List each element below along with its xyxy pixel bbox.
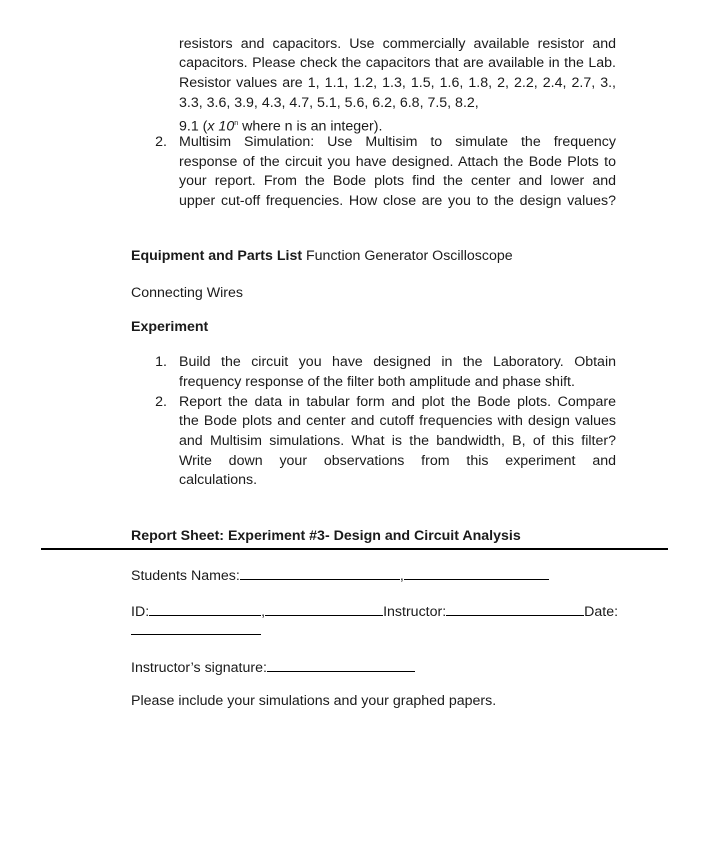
experiment-item2-line-1: Report the data in tabular form and plot the Bode plots. Compare (179, 394, 616, 410)
signature-label: Instructor’s signature: (131, 660, 267, 676)
id-instructor-date-row (131, 601, 618, 622)
experiment-item1-line-2: frequency response of the filter both amplitude and phase shift. (179, 374, 575, 390)
experiment-item2-line-2: the Bode plots and center and cutoff frequencies with design values (179, 413, 616, 429)
equipment-line-2: Connecting Wires (131, 285, 243, 301)
item2-line-2: response of the circuit you have designed. Attach the Bode Plots to (179, 154, 616, 170)
experiment-heading: Experiment (131, 319, 209, 335)
signature-row (131, 657, 415, 678)
instructor-field[interactable] (446, 601, 584, 616)
date-field[interactable] (131, 620, 261, 635)
id-label: ID: (131, 604, 150, 620)
closing-note: Please include your simulations and your graphed papers. (131, 693, 497, 709)
equipment-text: Function Generator Oscilloscope (302, 248, 513, 264)
item1-line-3: Resistor values are 1, 1.1, 1.2, 1.3, 1.5, 1.6, 1.8, 2, 2.2, 2.4, 2.7, 3., (179, 75, 616, 91)
students-names-comma: , (399, 568, 404, 584)
date-label: Date: (584, 604, 619, 620)
report-sheet-title: Report Sheet: Experiment #3- Design and Circuit Analysis (131, 528, 521, 544)
item1-line-5-post: where n is an integer). (238, 118, 383, 135)
experiment-item1-number: 1. (155, 354, 167, 370)
item1-line-5-pre: 9.1 ( (179, 118, 208, 135)
students-names-row (131, 565, 549, 586)
item1-line-4: 3.3, 3.6, 3.9, 4.3, 4.7, 5.1, 5.6, 6.2, 6.8, 7.5, 8.2, (179, 95, 479, 111)
instructor-label: Instructor: (383, 604, 447, 620)
experiment-item1-line-1: Build the circuit you have designed in the Laboratory. Obtain (179, 354, 616, 370)
item1-line-1: resistors and capacitors. Use commercially available resistor and (179, 36, 616, 52)
id-comma: , (261, 604, 266, 620)
experiment-item2-line-4: Write down your observations from this experiment and (179, 453, 616, 469)
equipment-line (131, 247, 513, 266)
students-names-label: Students Names: (131, 568, 240, 584)
student-name-field-1[interactable] (240, 565, 400, 580)
signature-field[interactable] (267, 657, 415, 672)
item2-line-3: your report. From the Bode plots find the center and lower and (179, 173, 616, 189)
item2-line-1: Multisim Simulation: Use Multisim to simulate the frequency (179, 134, 616, 150)
date-field-row (131, 620, 261, 641)
id-field-1[interactable] (149, 601, 261, 616)
item2-number: 2. (155, 134, 167, 150)
experiment-item2-line-5: calculations. (179, 472, 258, 488)
id-field-2[interactable] (265, 601, 383, 616)
item2-line-4: upper cut-off frequencies. How close are you to the design values? (179, 193, 616, 209)
experiment-item2-number: 2. (155, 394, 167, 410)
item1-line-2: capacitors. Please check the capacitors that are available in the Lab. (179, 55, 616, 71)
experiment-item2-line-3: and Multisim simulations. What is the bandwidth, B, of this filter? (179, 433, 616, 449)
student-name-field-2[interactable] (404, 565, 549, 580)
equipment-heading: Equipment and Parts List (131, 248, 303, 264)
item1-line-5-x: x 10 (207, 118, 235, 135)
exponent-n: n (234, 120, 239, 127)
section-divider (41, 548, 668, 550)
